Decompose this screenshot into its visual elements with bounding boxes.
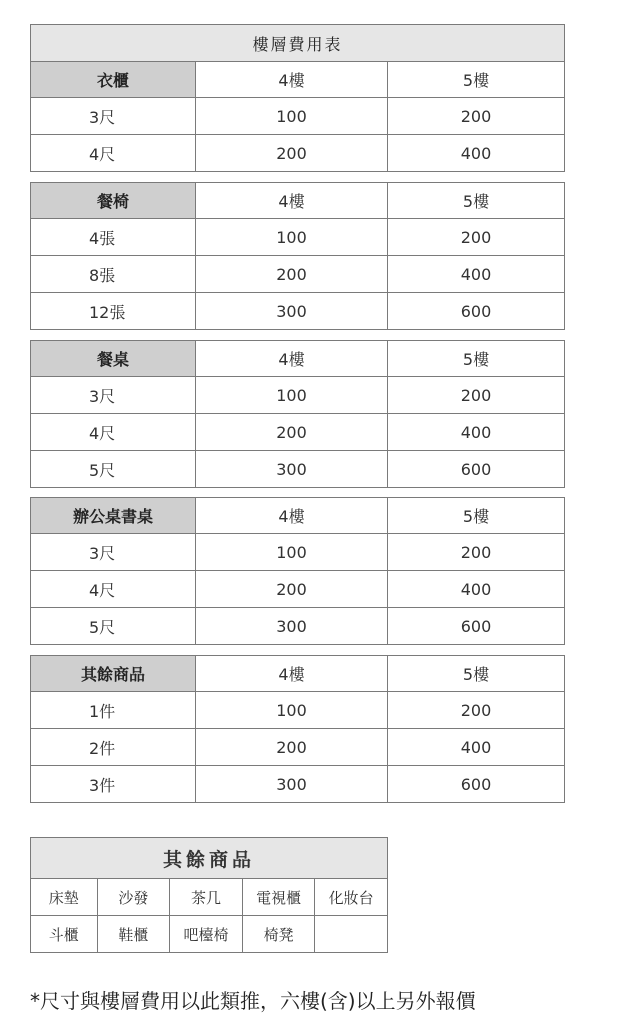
table-row: [31, 256, 565, 293]
table-row: [31, 377, 565, 414]
floor-header: 4樓: [196, 341, 388, 377]
category-header: 餐椅: [31, 183, 196, 219]
fee-4f-cell: 100: [196, 377, 388, 414]
category-header: 衣櫃: [31, 62, 196, 98]
fee-section-table: [30, 182, 565, 330]
misc-cell: 化妝台: [315, 879, 388, 916]
misc-cell: 沙發: [97, 879, 170, 916]
misc-cell: 床墊: [31, 879, 98, 916]
size-cell: 4尺: [31, 571, 196, 608]
size-cell: 5尺: [31, 608, 196, 645]
fee-4f-cell: 300: [196, 293, 388, 330]
table-row: [31, 766, 565, 803]
misc-cell: 茶几: [170, 879, 243, 916]
misc-row: [31, 879, 388, 916]
category-header: 餐桌: [31, 341, 196, 377]
fee-4f-cell: 100: [196, 219, 388, 256]
table-row: [31, 293, 565, 330]
table-row: [31, 135, 565, 172]
fee-5f-cell: 200: [388, 98, 565, 135]
fee-5f-cell: 600: [388, 608, 565, 645]
fee-5f-cell: 400: [388, 414, 565, 451]
misc-row: [31, 916, 388, 953]
table-row: [31, 729, 565, 766]
table-row: [31, 98, 565, 135]
fee-5f-cell: 200: [388, 534, 565, 571]
floor-header: 4樓: [196, 498, 388, 534]
size-cell: 4張: [31, 219, 196, 256]
category-header: 辦公桌書桌: [31, 498, 196, 534]
table-row: [31, 219, 565, 256]
floor-header: 5樓: [388, 498, 565, 534]
table-row: [31, 414, 565, 451]
table-row: [31, 608, 565, 645]
misc-cell: 吧檯椅: [170, 916, 243, 953]
misc-cell: 鞋櫃: [97, 916, 170, 953]
fee-5f-cell: 200: [388, 377, 565, 414]
fee-section-table: [30, 655, 565, 803]
fee-4f-cell: 300: [196, 451, 388, 488]
floor-header: 5樓: [388, 341, 565, 377]
fee-table-title: [30, 24, 565, 62]
misc-cell: 斗櫃: [31, 916, 98, 953]
fee-section-table: [30, 340, 565, 488]
fee-4f-cell: 200: [196, 414, 388, 451]
fee-4f-cell: 300: [196, 608, 388, 645]
category-header: 其餘商品: [31, 656, 196, 692]
table-row: [31, 451, 565, 488]
fee-5f-cell: 200: [388, 692, 565, 729]
fee-5f-cell: 600: [388, 766, 565, 803]
size-cell: 1件: [31, 692, 196, 729]
fee-5f-cell: 400: [388, 729, 565, 766]
size-cell: 3件: [31, 766, 196, 803]
floor-header: 5樓: [388, 183, 565, 219]
floor-header: 5樓: [388, 62, 565, 98]
fee-4f-cell: 200: [196, 135, 388, 172]
fee-4f-cell: 300: [196, 766, 388, 803]
table-row: [31, 692, 565, 729]
floor-header: 4樓: [196, 656, 388, 692]
fee-5f-cell: 400: [388, 571, 565, 608]
fee-section-table: [30, 61, 565, 172]
floor-header: 5樓: [388, 656, 565, 692]
size-cell: 3尺: [31, 534, 196, 571]
fee-4f-cell: 200: [196, 571, 388, 608]
fee-4f-cell: 200: [196, 256, 388, 293]
floor-header: 4樓: [196, 62, 388, 98]
fee-5f-cell: 600: [388, 451, 565, 488]
size-cell: 5尺: [31, 451, 196, 488]
size-cell: 12張: [31, 293, 196, 330]
misc-table-title: 其餘商品: [31, 838, 388, 879]
size-cell: 4尺: [31, 135, 196, 172]
fee-section-table: [30, 497, 565, 645]
fee-5f-cell: 600: [388, 293, 565, 330]
misc-cell: 電視櫃: [242, 879, 315, 916]
size-cell: 3尺: [31, 98, 196, 135]
table-title: 樓層費用表: [31, 25, 565, 62]
fee-5f-cell: 200: [388, 219, 565, 256]
fee-5f-cell: 400: [388, 256, 565, 293]
fee-4f-cell: 200: [196, 729, 388, 766]
size-cell: 3尺: [31, 377, 196, 414]
fee-4f-cell: 100: [196, 534, 388, 571]
fee-4f-cell: 100: [196, 692, 388, 729]
fee-5f-cell: 400: [388, 135, 565, 172]
misc-cell: 椅凳: [242, 916, 315, 953]
misc-cell: [315, 916, 388, 953]
table-row: [31, 571, 565, 608]
fee-4f-cell: 100: [196, 98, 388, 135]
table-row: [31, 534, 565, 571]
footnote: *尺寸與樓層費用以此類推，六樓(含)以上另外報價: [30, 989, 476, 1013]
floor-header: 4樓: [196, 183, 388, 219]
misc-items-table: [30, 837, 388, 953]
size-cell: 8張: [31, 256, 196, 293]
size-cell: 2件: [31, 729, 196, 766]
size-cell: 4尺: [31, 414, 196, 451]
